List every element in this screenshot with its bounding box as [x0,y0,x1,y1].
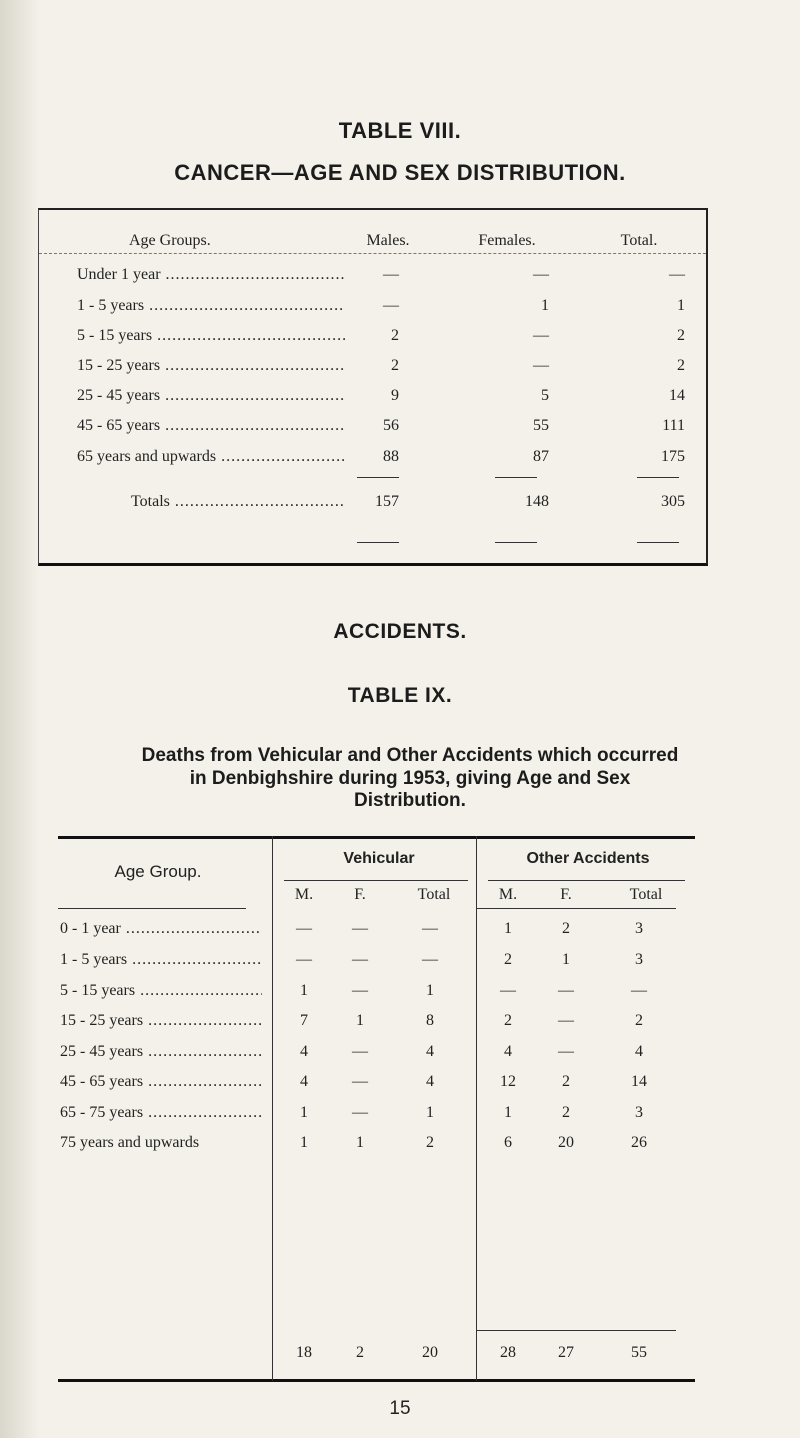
table-viii-title: TABLE VIII. [338,118,462,143]
header-other-m: M. [498,886,518,903]
grand-total: 305 [661,493,685,510]
vehicular-f-value: — [352,982,368,999]
header-rule [39,253,706,254]
other-m-value: 4 [504,1043,512,1060]
column-divider [272,836,273,1381]
table-row [39,297,706,319]
header-age-group: Age Group. [114,862,202,881]
row-label: 15 - 25 years ..... [77,357,345,375]
vehicular-total-value: 8 [426,1012,434,1029]
total-value: 2 [677,327,685,344]
row-label: 25 - 45 years ..... [60,1043,262,1061]
other-m-value: 1 [504,920,512,937]
vehicular-m-value: 4 [300,1043,308,1060]
vehicular-f-total: 2 [356,1344,364,1361]
females-value: — [533,327,549,344]
vehicular-total-value: 1 [426,982,434,999]
vehicular-f-value: — [352,1104,368,1121]
table-row [39,387,706,409]
total-rule [495,542,537,543]
vehicular-total-value: — [422,920,438,937]
total-rule [637,542,679,543]
row-label: 45 - 65 years ..... [60,1073,262,1091]
total-value: 1 [677,297,685,314]
vehicular-f-value: 1 [356,1012,364,1029]
other-total-value: — [631,982,647,999]
other-m-value: — [500,982,516,999]
other-f-value: — [558,1012,574,1029]
other-m-total: 28 [500,1344,516,1361]
vehicular-total-total: 20 [422,1344,438,1361]
vehicular-f-value: — [352,1073,368,1090]
males-value: 9 [391,387,399,404]
accidents-heading: ACCIDENTS. [333,620,467,643]
header-vehicular: Vehicular [343,850,415,867]
table-row [39,448,706,470]
other-total-value: 14 [631,1073,647,1090]
females-total: 148 [525,493,549,510]
vehicular-total-value: 2 [426,1134,434,1151]
females-value: 87 [533,448,549,465]
vehicular-m-value: — [296,920,312,937]
vehicular-m-value: 4 [300,1073,308,1090]
vehicular-total-value: 4 [426,1073,434,1090]
total-value: 175 [661,448,685,465]
vehicular-rule [284,880,468,881]
row-label: 25 - 45 years ..... [77,387,345,405]
other-total-value: 4 [635,1043,643,1060]
table-ix-subtitle-line: Distribution. [354,790,466,811]
page-number: 15 [389,1398,411,1419]
other-subheader-rule [476,908,676,909]
header-females: Females. [478,232,536,249]
table-viii-subtitle: CANCER—AGE AND SEX DISTRIBUTION. [174,160,626,185]
other-f-total: 27 [558,1344,574,1361]
header-vehicular-total: Total [417,886,451,903]
other-f-value: — [558,1043,574,1060]
other-total-value: 2 [635,1012,643,1029]
males-value: — [383,266,399,283]
row-label: 5 - 15 years ..... [77,327,345,345]
table-viii-header [39,232,706,254]
age-header-rule [58,908,246,909]
other-total-total: 55 [631,1344,647,1361]
bottom-rule [58,1379,695,1382]
other-f-value: 2 [562,920,570,937]
total-value: — [669,266,685,283]
page-edge-shadow [0,0,40,1438]
vehicular-f-value: — [352,951,368,968]
males-value: — [383,297,399,314]
table-viii [38,208,708,566]
males-value: 56 [383,417,399,434]
females-value: — [533,266,549,283]
total-rule [495,477,537,478]
females-value: — [533,357,549,374]
table-ix-subtitle-line: in Denbighshire during 1953, giving Age and Sex [189,768,631,789]
males-value: 2 [391,357,399,374]
total-rule [637,477,679,478]
other-total-value: 3 [635,1104,643,1121]
vehicular-total-value: 4 [426,1043,434,1060]
other-rule [488,880,685,881]
total-value: 111 [662,417,685,434]
vehicular-m-value: 7 [300,1012,308,1029]
row-label: 65 - 75 years ..... [60,1104,262,1122]
row-label: Under 1 year ..... [77,266,345,284]
other-f-value: 20 [558,1134,574,1151]
other-f-value: 2 [562,1104,570,1121]
header-other-total: Total [629,886,663,903]
vehicular-m-value: 1 [300,1104,308,1121]
header-total: Total. [620,232,658,249]
row-label: 0 - 1 year ..... [60,920,262,938]
table-row [39,357,706,379]
other-m-value: 2 [504,1012,512,1029]
table-row [39,266,706,288]
females-value: 55 [533,417,549,434]
vehicular-total-value: — [422,951,438,968]
other-m-value: 1 [504,1104,512,1121]
table-ix-title: TABLE IX. [347,684,453,707]
header-age-groups: Age Groups. [129,232,211,249]
header-other-f: F. [560,886,572,903]
row-label: 1 - 5 years ..... [77,297,345,315]
vehicular-m-total: 18 [296,1344,312,1361]
other-total-value: 26 [631,1134,647,1151]
other-m-value: 6 [504,1134,512,1151]
vehicular-total-value: 1 [426,1104,434,1121]
other-f-value: — [558,982,574,999]
vehicular-f-value: — [352,920,368,937]
males-total: 157 [375,493,399,510]
other-m-value: 12 [500,1073,516,1090]
total-rule [357,477,399,478]
vehicular-m-value: 1 [300,982,308,999]
row-label: 75 years and upwards [60,1134,200,1151]
row-label: 5 - 15 years ..... [60,982,262,1000]
table-ix-subtitle-line: Deaths from Vehicular and Other Accidents which occurred [141,745,679,766]
row-label: 15 - 25 years ..... [60,1012,262,1030]
header-males: Males. [366,232,410,249]
row-label: 65 years and upwards ..... [77,448,345,466]
total-rule [357,542,399,543]
top-rule [58,836,695,839]
table-ix [58,836,695,1361]
total-value: 14 [669,387,685,404]
column-divider [476,836,477,1381]
header-other-accidents: Other Accidents [526,850,650,867]
header-vehicular-f: F. [354,886,366,903]
females-value: 1 [541,297,549,314]
other-f-value: 2 [562,1073,570,1090]
row-label: 45 - 65 years ..... [77,417,345,435]
vehicular-m-value: — [296,951,312,968]
row-label: 1 - 5 years ..... [60,951,262,969]
totals-label: Totals ..... [131,493,345,511]
table-row [39,327,706,349]
vehicular-m-value: 1 [300,1134,308,1151]
vehicular-f-value: 1 [356,1134,364,1151]
other-f-value: 1 [562,951,570,968]
other-total-value: 3 [635,920,643,937]
table-row [39,417,706,439]
totals-row [39,493,706,515]
total-value: 2 [677,357,685,374]
females-value: 5 [541,387,549,404]
other-m-value: 2 [504,951,512,968]
other-totals-rule [476,1330,676,1331]
males-value: 2 [391,327,399,344]
header-vehicular-m: M. [294,886,314,903]
vehicular-f-value: — [352,1043,368,1060]
other-total-value: 3 [635,951,643,968]
males-value: 88 [383,448,399,465]
